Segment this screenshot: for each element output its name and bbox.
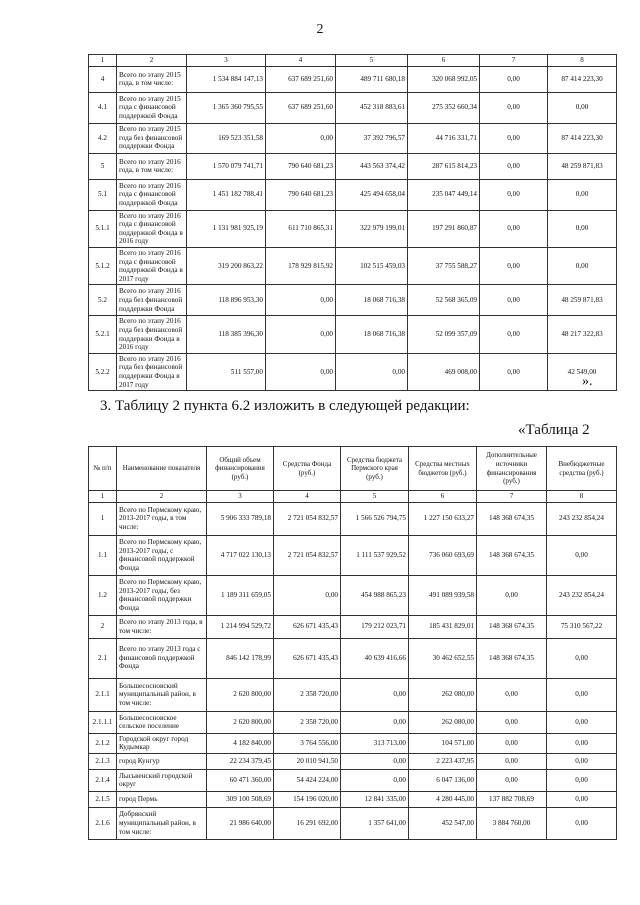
table-cell: 2.1.1 <box>89 678 117 711</box>
header-cell: Средства бюджета Пермского края (руб.) <box>341 447 409 491</box>
table-cell: 1 131 981 925,19 <box>187 210 266 247</box>
table-row <box>89 769 617 791</box>
table-cell: 12 841 335,00 <box>341 791 409 807</box>
table-cell: 626 671 435,43 <box>274 638 341 678</box>
table-cell: 2.1.4 <box>89 769 117 791</box>
table-cell: Всего по этапу 2015 года с финансовой поддержкой Фонда <box>117 92 187 123</box>
table-cell: 2.1 <box>89 638 117 678</box>
header-cell: 7 <box>480 55 548 67</box>
table-cell: 2.1.3 <box>89 753 117 769</box>
table-cell: 5.1.1 <box>89 210 117 247</box>
table-cell: 322 979 199,01 <box>336 210 408 247</box>
table-cell: 309 100 508,69 <box>207 791 274 807</box>
table-cell: 48 259 871,83 <box>548 153 617 179</box>
table-cell: 0,00 <box>547 638 617 678</box>
table-cell: 469 008,00 <box>408 353 480 390</box>
header-cell: Средства Фонда (руб.) <box>274 447 341 491</box>
table-cell: Всего по этапу 2016 года без финансовой поддержки Фонда <box>117 285 187 316</box>
table-cell: 169 523 351,58 <box>187 123 266 153</box>
table-cell: 3 764 556,00 <box>274 733 341 753</box>
table-cell: 313 713,00 <box>341 733 409 753</box>
table-cell: 0,00 <box>341 678 409 711</box>
page-number: 2 <box>316 22 324 37</box>
table-cell: Всего по этапу 2013 года, в том числе: <box>117 615 207 638</box>
table-cell: 44 716 331,71 <box>408 123 480 153</box>
table-cell: 2 721 054 832,57 <box>274 502 341 535</box>
header-cell: 4 <box>274 491 341 503</box>
table-row <box>89 711 617 733</box>
table-cell: 0,00 <box>480 285 548 316</box>
table-cell: 287 615 814,23 <box>408 153 480 179</box>
table-cell: 42 549,00 <box>548 353 617 390</box>
table-cell: 2 358 720,00 <box>274 678 341 711</box>
table-cell: 2 223 437,95 <box>409 753 477 769</box>
table-cell: 2.1.1.1 <box>89 711 117 733</box>
table-cell: 0,00 <box>336 353 408 390</box>
table-cell: 0,00 <box>548 210 617 247</box>
table-cell: 0,00 <box>477 733 547 753</box>
table-cell: 243 232 854,24 <box>547 575 617 615</box>
table-row <box>89 66 617 92</box>
table-cell: 48 259 871,83 <box>548 285 617 316</box>
header-cell: 5 <box>336 55 408 67</box>
table-cell: Городской округ город Кудымкар <box>117 733 207 753</box>
table-cell: 21 986 640,00 <box>207 807 274 839</box>
table-2-body <box>89 447 617 840</box>
table-row <box>89 535 617 575</box>
table-cell: 0,00 <box>480 123 548 153</box>
table-cell: 0,00 <box>480 247 548 284</box>
table-cell: 1 451 182 788,41 <box>187 179 266 210</box>
table-cell: 75 310 567,22 <box>547 615 617 638</box>
header-cell: 3 <box>187 55 266 67</box>
table-cell: 3 884 760,00 <box>477 807 547 839</box>
table-row <box>89 678 617 711</box>
table-cell: 637 689 251,60 <box>266 66 336 92</box>
table-row <box>89 123 617 153</box>
table-cell: 52 099 357,09 <box>408 316 480 353</box>
table-cell: 118 896 953,30 <box>187 285 266 316</box>
table-row <box>89 502 617 535</box>
table-cell: 54 424 224,00 <box>274 769 341 791</box>
header-cell: Наименование показателя <box>117 447 207 491</box>
table-cell: 30 462 652,55 <box>409 638 477 678</box>
table-cell: 2 358 720,00 <box>274 711 341 733</box>
table-row <box>89 210 617 247</box>
table-cell: 443 563 374,42 <box>336 153 408 179</box>
table-cell: 0,00 <box>547 753 617 769</box>
table-cell: 0,00 <box>480 66 548 92</box>
table-cell: 48 217 322,83 <box>548 316 617 353</box>
table-row <box>89 791 617 807</box>
table-cell: 0,00 <box>274 575 341 615</box>
table-cell: 511 557,00 <box>187 353 266 390</box>
table-cell: 1 570 079 741,71 <box>187 153 266 179</box>
table-cell: 4.1 <box>89 92 117 123</box>
table-cell: 491 089 939,58 <box>409 575 477 615</box>
table-cell: 2 620 800,00 <box>207 678 274 711</box>
header-cell: № п/п <box>89 447 117 491</box>
header-cell: Дополнительные источники финансирования (руб.) <box>477 447 547 491</box>
table-cell: Большесосновский муниципальный район, в том числе: <box>117 678 207 711</box>
table-cell: 0,00 <box>480 92 548 123</box>
table-cell: 262 080,00 <box>409 678 477 711</box>
table-cell: 52 568 365,09 <box>408 285 480 316</box>
table-cell: 320 068 992,05 <box>408 66 480 92</box>
table-cell: 148 368 674,35 <box>477 638 547 678</box>
header-cell: Внебюджетные средства (руб.) <box>547 447 617 491</box>
table-cell: 148 368 674,35 <box>477 615 547 638</box>
table-cell: 16 291 692,00 <box>274 807 341 839</box>
table-row <box>89 753 617 769</box>
table-cell: 452 547,00 <box>409 807 477 839</box>
table-cell: Всего по этапу 2016 года с финансовой поддержкой Фонда в 2017 году <box>117 247 187 284</box>
table-cell: 1 214 994 529,72 <box>207 615 274 638</box>
table-cell: 4 717 022 130,13 <box>207 535 274 575</box>
table-row <box>89 575 617 615</box>
table-cell: 118 385 396,30 <box>187 316 266 353</box>
table-cell: 611 710 865,31 <box>266 210 336 247</box>
table-cell: 5 <box>89 153 117 179</box>
header-cell: 6 <box>409 491 477 503</box>
table-cell: 0,00 <box>547 711 617 733</box>
table-cell: 1 357 641,00 <box>341 807 409 839</box>
table-cell: 154 196 020,00 <box>274 791 341 807</box>
closing-quote: ». <box>582 374 593 389</box>
table-cell: 5.1.2 <box>89 247 117 284</box>
header-cell: 3 <box>207 491 274 503</box>
header-cell: Средства местных бюджетов (руб.) <box>409 447 477 491</box>
table-cell: 1 365 360 795,55 <box>187 92 266 123</box>
table-row <box>89 285 617 316</box>
table-cell: 20 010 941,50 <box>274 753 341 769</box>
table-cell: 2 721 054 832,57 <box>274 535 341 575</box>
table-cell: 4 182 840,00 <box>207 733 274 753</box>
header-cell: 2 <box>117 491 207 503</box>
table-cell: 0,00 <box>547 791 617 807</box>
table-cell: Всего по Пермскому краю, 2013-2017 годы, с финансовой поддержкой Фонда <box>117 535 207 575</box>
header-cell: 5 <box>341 491 409 503</box>
table-row <box>89 153 617 179</box>
table-cell: 0,00 <box>266 353 336 390</box>
table-cell: 5.2.1 <box>89 316 117 353</box>
header-cell: 8 <box>547 491 617 503</box>
table-cell: Всего по этапу 2016 года с финансовой поддержкой Фонда <box>117 179 187 210</box>
table-cell: 60 471 360,00 <box>207 769 274 791</box>
table-cell: 489 711 680,18 <box>336 66 408 92</box>
header-cell: 4 <box>266 55 336 67</box>
table-row <box>89 807 617 839</box>
table-cell: 0,00 <box>547 678 617 711</box>
table-cell: 0,00 <box>480 153 548 179</box>
table-cell: 185 431 829,01 <box>409 615 477 638</box>
header-cell: 1 <box>89 491 117 503</box>
table-cell: 2 620 800,00 <box>207 711 274 733</box>
table-row <box>89 179 617 210</box>
table-1-body <box>89 55 617 391</box>
table-cell: Всего по Пермскому краю, 2013-2017 годы, в том числе: <box>117 502 207 535</box>
table-cell: 37 392 796,57 <box>336 123 408 153</box>
table-row <box>89 733 617 753</box>
table-cell: 0,00 <box>341 753 409 769</box>
table-cell: 1.1 <box>89 535 117 575</box>
table-cell: 790 640 681,23 <box>266 179 336 210</box>
table-cell: Всего по этапу 2016 года с финансовой поддержкой Фонда в 2016 году <box>117 210 187 247</box>
table-cell: 0,00 <box>266 316 336 353</box>
table-cell: 0,00 <box>547 535 617 575</box>
table-cell: 1 111 537 929,52 <box>341 535 409 575</box>
table-cell: 1.2 <box>89 575 117 615</box>
table-cell: 275 352 660,34 <box>408 92 480 123</box>
table-cell: Добрянский муниципальный район, в том числе: <box>117 807 207 839</box>
table-cell: 5.1 <box>89 179 117 210</box>
table-cell: 846 142 178,99 <box>207 638 274 678</box>
table-cell: 0,00 <box>547 769 617 791</box>
table-cell: 18 068 716,38 <box>336 316 408 353</box>
table-cell: 87 414 223,30 <box>548 66 617 92</box>
table-cell: 1 227 150 633,27 <box>409 502 477 535</box>
table-cell: 0,00 <box>547 807 617 839</box>
table-cell: Всего по Пермскому краю, 2013-2017 годы, без финансовой поддержки Фонда <box>117 575 207 615</box>
table-cell: 102 515 459,03 <box>336 247 408 284</box>
table-cell: 87 414 223,30 <box>548 123 617 153</box>
table-cell: 148 368 674,35 <box>477 502 547 535</box>
table-cell: 0,00 <box>548 247 617 284</box>
table-cell: 0,00 <box>480 210 548 247</box>
column-titles-row <box>89 447 617 491</box>
table-cell: 22 234 379,45 <box>207 753 274 769</box>
table-cell: 40 639 416,66 <box>341 638 409 678</box>
table-cell: 4 <box>89 66 117 92</box>
table-cell: 104 571,00 <box>409 733 477 753</box>
header-cell: Общий объем финансирования (руб.) <box>207 447 274 491</box>
table-cell: Всего по этапу 2016 года без финансовой поддержки Фонда в 2017 году <box>117 353 187 390</box>
table-cell: город Пермь <box>117 791 207 807</box>
table-cell: 5.2 <box>89 285 117 316</box>
table-cell: 243 232 854,24 <box>547 502 617 535</box>
table-2 <box>88 446 617 840</box>
table-cell: 0,00 <box>477 575 547 615</box>
table-cell: 0,00 <box>477 753 547 769</box>
table-cell: 452 318 883,61 <box>336 92 408 123</box>
table-cell: 18 068 716,38 <box>336 285 408 316</box>
table-cell: город Кунгур <box>117 753 207 769</box>
table-cell: 179 212 023,71 <box>341 615 409 638</box>
table-cell: 262 080,00 <box>409 711 477 733</box>
table-cell: 736 060 693,69 <box>409 535 477 575</box>
table-cell: 319 200 863,22 <box>187 247 266 284</box>
table-cell: 0,00 <box>341 711 409 733</box>
table-cell: Всего по этапу 2015 года, в том числе: <box>117 66 187 92</box>
table-cell: Всего по этапу 2016 года без финансовой поддержки Фонда в 2016 году <box>117 316 187 353</box>
table-cell: 1 <box>89 502 117 535</box>
table-cell: 1 566 526 794,75 <box>341 502 409 535</box>
table-cell: 0,00 <box>477 678 547 711</box>
table-cell: 2.1.5 <box>89 791 117 807</box>
table-cell: 4 280 445,00 <box>409 791 477 807</box>
table-cell: Лысьвенский городской округ <box>117 769 207 791</box>
table-cell: 0,00 <box>341 769 409 791</box>
table-cell: 0,00 <box>480 316 548 353</box>
header-cell: 6 <box>408 55 480 67</box>
table-cell: Всего по этапу 2015 года без финансовой поддержки Фонда <box>117 123 187 153</box>
column-number-row <box>89 55 617 67</box>
table-cell: 637 689 251,60 <box>266 92 336 123</box>
table-cell: 0,00 <box>266 123 336 153</box>
table-cell: Большесосновское сельское поселение <box>117 711 207 733</box>
table-cell: 197 291 860,87 <box>408 210 480 247</box>
table-cell: 37 755 588,27 <box>408 247 480 284</box>
table-cell: 1 189 311 659,05 <box>207 575 274 615</box>
table-cell: 2.1.6 <box>89 807 117 839</box>
table-cell: 137 882 708,69 <box>477 791 547 807</box>
table-cell: 0,00 <box>477 711 547 733</box>
table-cell: 0,00 <box>548 92 617 123</box>
table-row <box>89 247 617 284</box>
table-cell: 4.2 <box>89 123 117 153</box>
table-cell: Всего по этапу 2013 года с финансовой поддержкой Фонда <box>117 638 207 678</box>
table-cell: 148 368 674,35 <box>477 535 547 575</box>
table-cell: 0,00 <box>480 179 548 210</box>
column-number-row <box>89 491 617 503</box>
table-cell: 0,00 <box>266 285 336 316</box>
table-caption: «Таблица 2 <box>518 422 590 438</box>
table-cell: 235 047 449,14 <box>408 179 480 210</box>
table-cell: 2.1.2 <box>89 733 117 753</box>
table-cell: 626 671 435,43 <box>274 615 341 638</box>
table-cell: 178 929 815,92 <box>266 247 336 284</box>
header-cell: 8 <box>548 55 617 67</box>
table-row <box>89 92 617 123</box>
table-cell: 790 640 681,23 <box>266 153 336 179</box>
table-cell: 0,00 <box>547 733 617 753</box>
section-heading: 3. Таблицу 2 пункта 6.2 изложить в следующей редакции: <box>100 398 470 414</box>
table-cell: 0,00 <box>548 179 617 210</box>
table-cell: 454 988 865,23 <box>341 575 409 615</box>
table-cell: 2 <box>89 615 117 638</box>
table-1-continued <box>88 54 617 391</box>
table-row <box>89 615 617 638</box>
table-row <box>89 316 617 353</box>
header-cell: 7 <box>477 491 547 503</box>
table-cell: 1 534 884 147,13 <box>187 66 266 92</box>
header-cell: 2 <box>117 55 187 67</box>
table-cell: 0,00 <box>477 769 547 791</box>
table-cell: 0,00 <box>480 353 548 390</box>
table-cell: 5 906 333 789,18 <box>207 502 274 535</box>
table-cell: Всего по этапу 2016 года, в том числе: <box>117 153 187 179</box>
table-cell: 6 047 136,00 <box>409 769 477 791</box>
header-cell: 1 <box>89 55 117 67</box>
table-cell: 425 494 658,04 <box>336 179 408 210</box>
table-row <box>89 638 617 678</box>
table-row <box>89 353 617 390</box>
table-cell: 5.2.2 <box>89 353 117 390</box>
